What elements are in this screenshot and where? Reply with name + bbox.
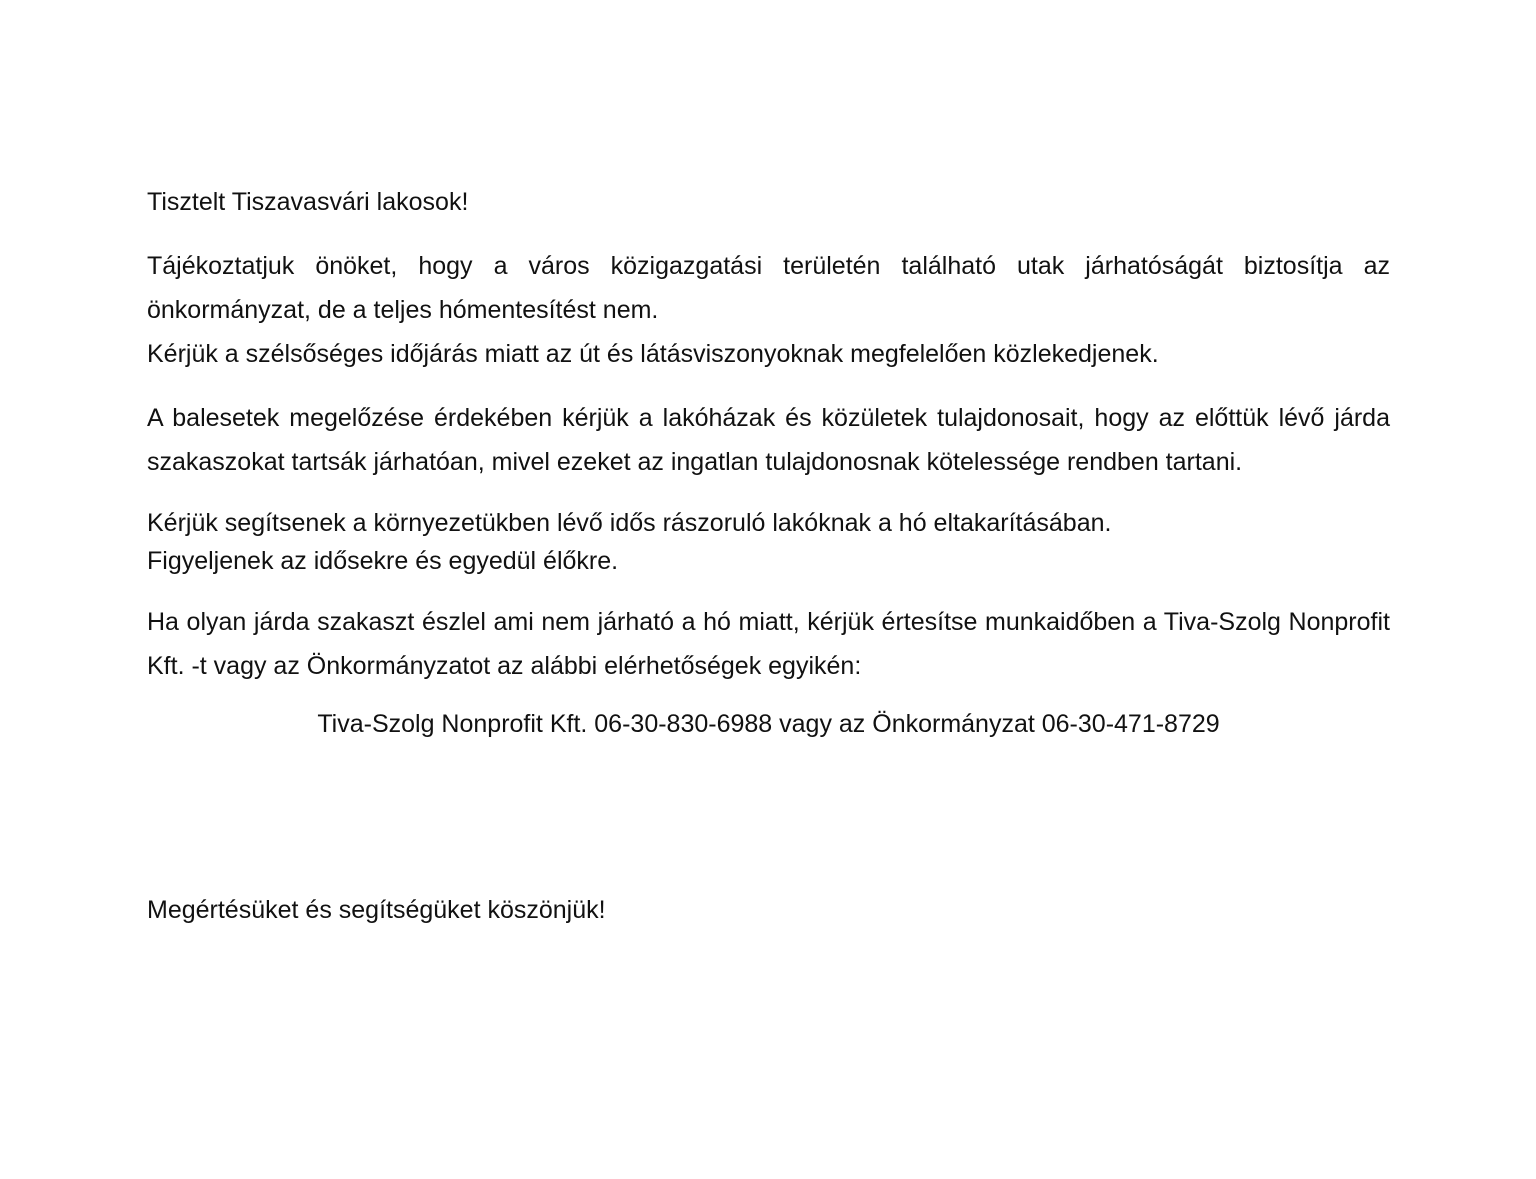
paragraph-sidewalk-duty: A balesetek megelőzése érdekében kérjük a lakóházak és közületek tulajdonosait, hogy az előttük lévő járda szakaszokat tartsák járhatóan, mivel ezeket az ingatlan tulajdonosnak kötelessége rendben tartani. — [147, 404, 1390, 476]
closing-thanks: Megértésüket és segítségüket köszönjük! — [147, 896, 606, 924]
paragraph-road-info — [147, 244, 1390, 376]
paragraph-road-info-text: Tájékoztatjuk önöket, hogy a város közigazgatási területén található utak járhatóságát biztosítja az önkormányzat, de a teljes hómentesítést nem. — [147, 252, 1390, 324]
paragraph-road-info-line2: Kérjük a szélsőséges időjárás miatt az út és látásviszonyoknak megfelelően közlekedjenek. — [147, 340, 1159, 368]
greeting: Tisztelt Tiszavasvári lakosok! — [147, 188, 469, 216]
paragraph-help-elderly-line2: Figyeljenek az idősekre és egyedül élőkre. — [147, 547, 619, 575]
letter-body — [147, 180, 1390, 746]
paragraph-help-elderly — [147, 504, 1390, 580]
paragraph-help-elderly-line1: Kérjük segítsenek a környezetükben lévő idős rászoruló lakóknak a hó eltakarításában. — [147, 509, 1112, 537]
contact-line: Tiva-Szolg Nonprofit Kft. 06-30-830-6988 vagy az Önkormányzat 06-30-471-8729 — [317, 710, 1220, 738]
paragraph-report-sidewalk: Ha olyan járda szakaszt észlel ami nem járható a hó miatt, kérjük értesítse munkaidőben a Tiva-Szolg Nonprofit Kft. -t vagy az Önkormányzatot az alábbi elérhetőségek egyikén: — [147, 608, 1390, 680]
